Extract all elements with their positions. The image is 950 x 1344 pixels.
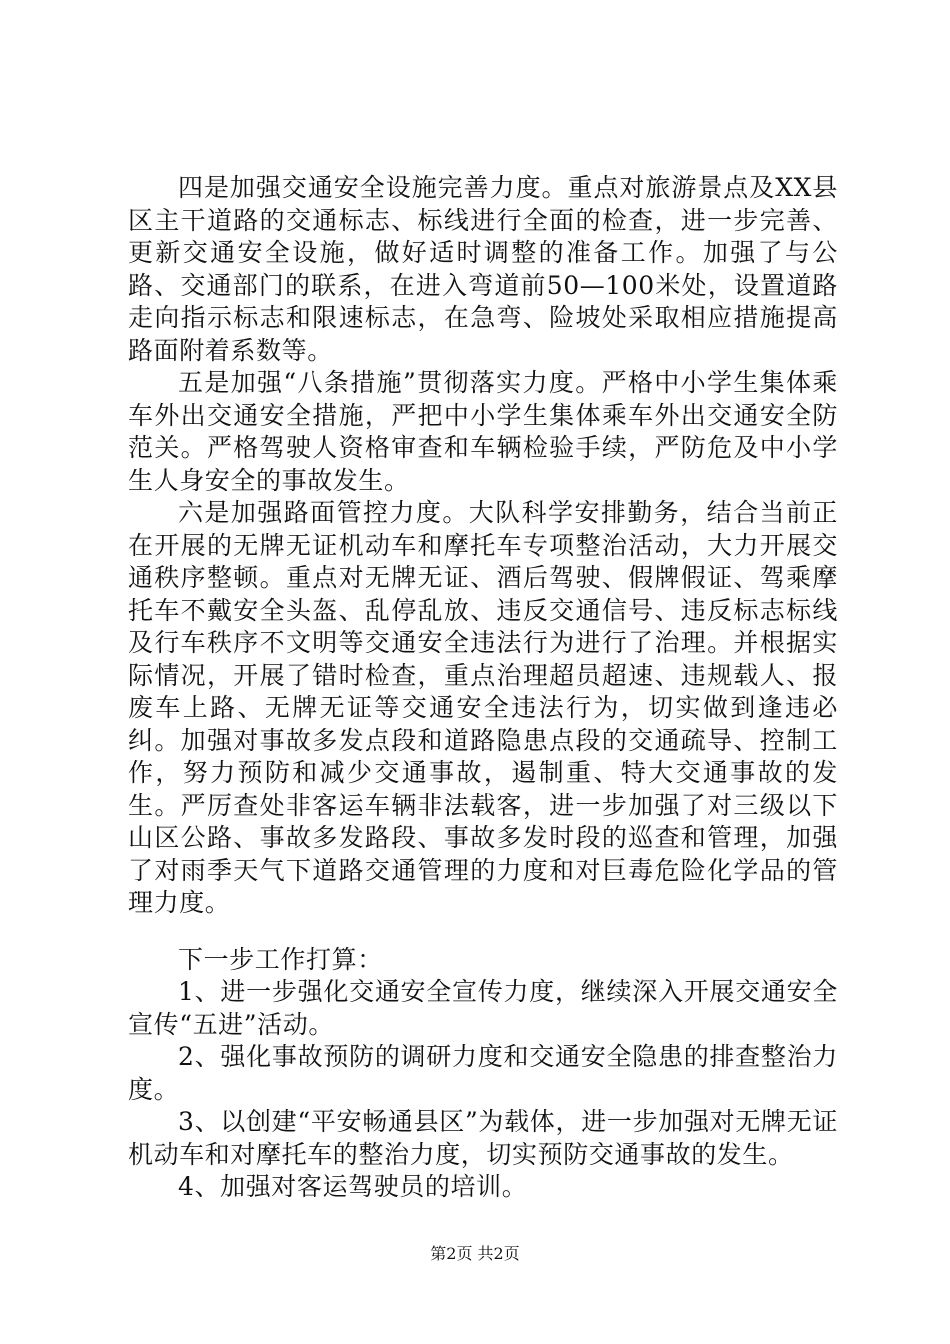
- paragraph-road-control: 六是加强路面管控力度。大队科学安排勤务，结合当前正在开展的无牌无证机动车和摩托车专项整治活动，大力开展交通秩序整顿。重点对无牌无证、酒后驾驶、假牌假证、驾乘摩托车不戴安全头盔、乱停乱放、违反交通信号、违反标志标线及行车秩序不文明等交通安全违法行为进行了治理。并根据实际情况，开展了错时检查，重点治理超员超速、违规载人、报废车上路、无牌无证等交通安全违法行为，切实做到逢违必纠。加强对事故多发点段和道路隐患点段的交通疏导、控制工作，努力预防和减少交通事故，遏制重、特大交通事故的发生。严厉查处非客运车辆非法载客，进一步加强了对三级以下山区公路、事故多发路段、事故多发时段的巡查和管理，加强了对雨季天气下道路交通管理的力度和对巨毒危险化学品的管理力度。: [128, 498, 838, 917]
- next-steps-heading: 下一步工作打算：: [178, 944, 383, 974]
- section-gap: [128, 920, 838, 944]
- next-step-item-4: 4、加强对客运驾驶员的培训。: [178, 1172, 528, 1201]
- next-step-item-2: 2、强化事故预防的调研力度和交通安全隐患的排查整治力度。: [128, 1042, 838, 1104]
- page-number-footer: 第2页 共2页: [430, 1244, 520, 1263]
- next-step-item-1: 1、进一步强化交通安全宣传力度，继续深入开展交通安全宣传“五进”活动。: [128, 977, 838, 1039]
- next-step-item-3: 3、以创建“平安畅通县区”为载体，进一步加强对无牌无证机动车和对摩托车的整治力度，切实预防交通事故的发生。: [128, 1107, 838, 1169]
- document-body: [128, 172, 838, 1204]
- paragraph-eight-measures: 五是加强“八条措施”贯彻落实力度。严格中小学生集体乘车外出交通安全措施，严把中小学生集体乘车外出交通安全防范关。严格驾驶人资格审查和车辆检验手续，严防危及中小学生人身安全的事故发生。: [128, 368, 838, 495]
- paragraph-facilities: 四是加强交通安全设施完善力度。重点对旅游景点及XX县区主干道路的交通标志、标线进行全面的检查，进一步完善、更新交通安全设施，做好适时调整的准备工作。加强了与公路、交通部门的联系，在进入弯道前50—100米处，设置道路走向指示标志和限速标志，在急弯、险坡处采取相应措施提高路面附着系数等。: [128, 173, 838, 365]
